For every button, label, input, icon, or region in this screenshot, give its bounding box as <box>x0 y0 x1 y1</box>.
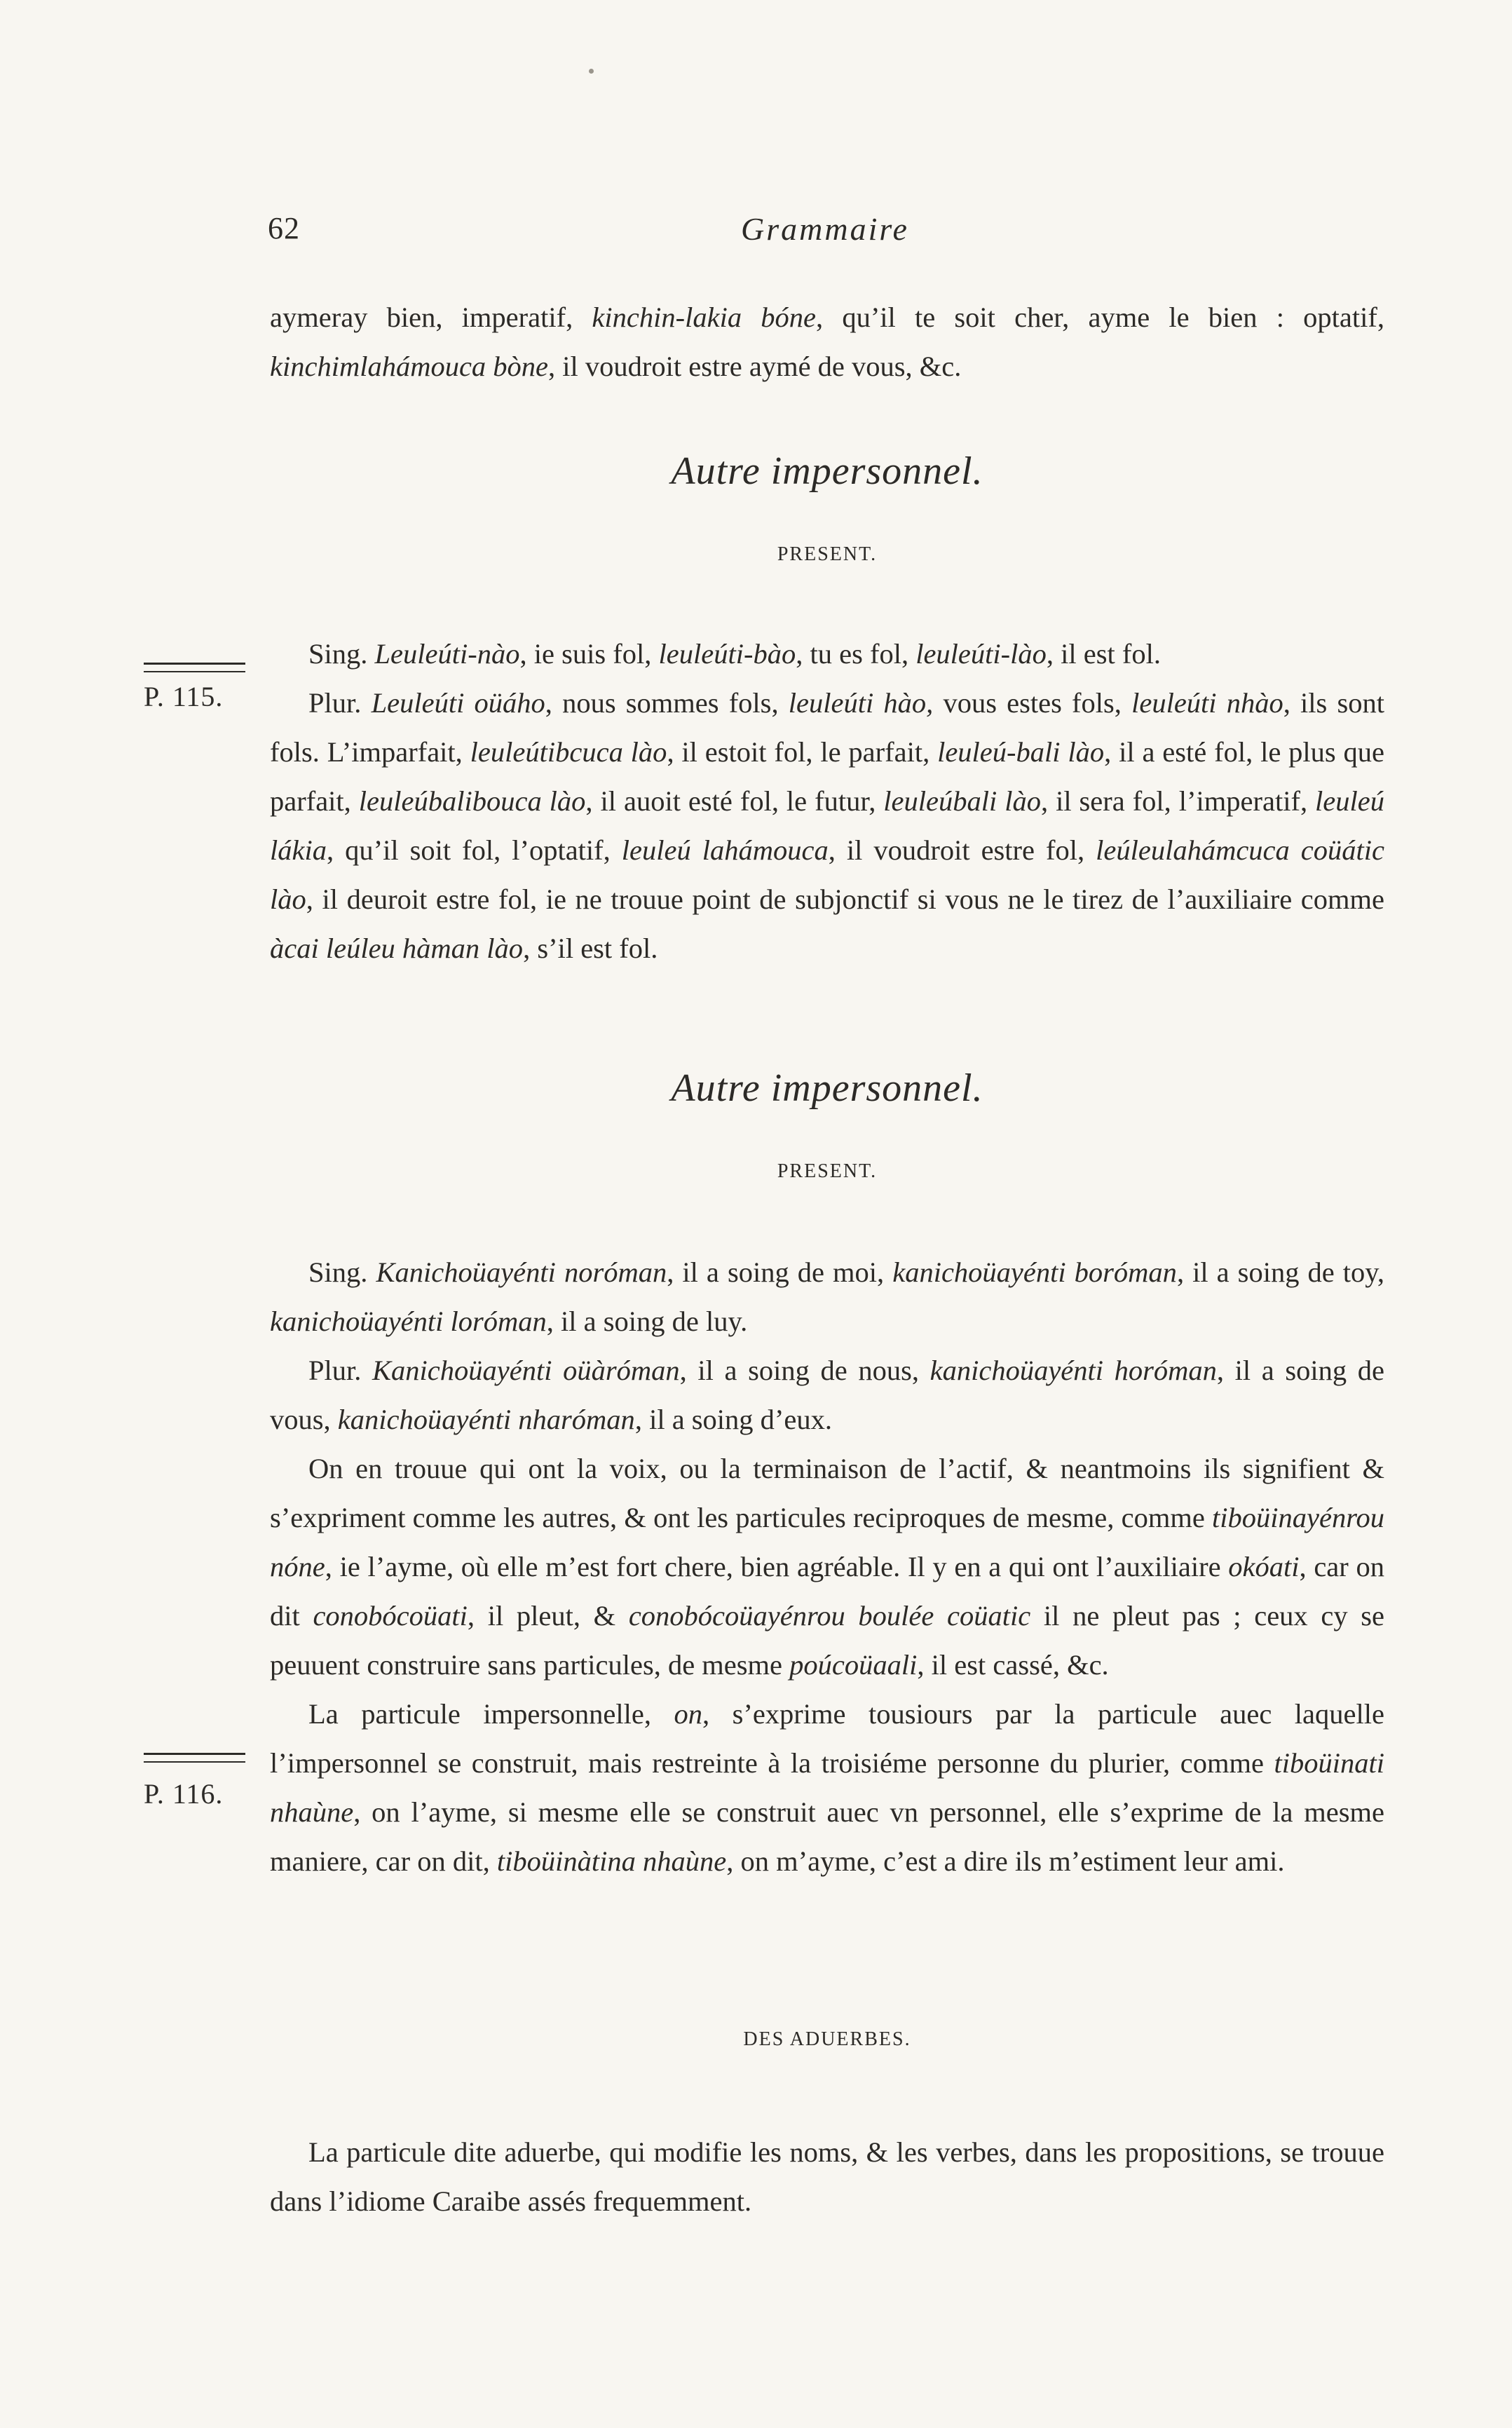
paragraph: On en trouue qui ont la voix, ou la terminaison de l’actif, & neantmoins ils signifient & s’expriment comme les autres, & ont les particules reciproques de mesme, comme tiboüinayénrou nóne, ie l’ayme, où elle m’est fort chere, bien agréable. Il y en a qui ont l’auxiliaire okóati, car on dit conobócoüati, il pleut, & conobócoüayénrou boulée coüatic il ne pleut pas ; ceux cy se peuuent construire sans particules, de mesme poúcoüaali, il est cassé, &c. <box>270 1453 1384 1681</box>
section-heading: DES ADUERBES. <box>743 2028 911 2050</box>
running-title: Grammaire <box>741 211 909 247</box>
margin-note: P. 115. <box>144 681 224 712</box>
section-subtitle: PRESENT. <box>777 543 878 565</box>
section-title: Autre impersonnel. <box>671 449 983 493</box>
page-number: 62 <box>268 211 300 245</box>
singular-paragraph: Sing. Kanichoüayénti noróman, il a soing de moi, kanichoüayénti boróman, il a soing de toy, kanichoüayénti loróman, il a soing de luy. <box>270 1256 1385 1337</box>
paragraph: La particule dite aduerbe, qui modifie les noms, & les verbes, dans les propositions, se trouue dans l’idiome Caraibe assés frequemment. <box>270 2136 1384 2217</box>
paragraph: aymeray bien, imperatif, kinchin-lakia bóne, qu’il te soit cher, ayme le bien : optatif, kinchimlahámouca bòne, il voudroit estre aymé de vous, &c. <box>270 301 1384 382</box>
plural-paragraph: Plur. Kanichoüayénti oüàróman, il a soing de nous, kanichoüayénti horóman, il a soing de vous, kanichoüayénti nharóman, il a soing d’eux. <box>270 1355 1384 1435</box>
margin-rule <box>144 1753 245 1763</box>
section-subtitle: PRESENT. <box>777 1160 878 1182</box>
margin-rule <box>144 663 245 672</box>
opening-paragraph <box>270 293 1384 391</box>
page-header <box>268 210 1382 266</box>
plural-paragraph: Plur. Leuleúti oüáho, nous sommes fols, leuleúti hào, vous estes fols, leuleúti nhào, ils sont fols. L’imparfait, leuleútibcuca lào, il estoit fol, le parfait, leuleú-bali lào, il a esté fol, le plus que parfait, leuleúbalibouca lào, il auoit esté fol, le futur, leuleúbali lào, il sera fol, l’imperatif, leuleú lákia, qu’il soit fol, l’optatif, leuleú lahámouca, il voudroit estre fol, leúleulahámcuca coüátic lào, il deuroit estre fol, ie ne trouue point de subjonctif si vous ne le tirez de l’auxiliaire comme àcai leúleu hàman lào, s’il est fol. <box>270 687 1385 964</box>
section-title: Autre impersonnel. <box>671 1066 983 1110</box>
paragraph: La particule impersonnelle, on, s’exprime tousiours par la particule auec laquelle l’impersonnel se construit, mais restreinte à la troisiéme personne du plurier, comme tiboüinati nhaùne, on l’ayme, si mesme elle se construit auec vn personnel, elle s’exprime de la mesme maniere, car on dit, tiboüinàtina nhaùne, on m’ayme, c’est a dire ils m’estiment leur ami. <box>270 1698 1384 1877</box>
singular-line: Sing. Leuleúti-nào, ie suis fol, leuleúti-bào, tu es fol, leuleúti-lào, il est fol. <box>308 638 1162 670</box>
margin-note: P. 116. <box>144 1778 224 1810</box>
conjugation-block <box>270 630 1384 973</box>
closing-paragraph <box>270 2128 1384 2226</box>
stray-mark <box>589 69 594 74</box>
conjugation-block <box>270 1248 1384 1886</box>
